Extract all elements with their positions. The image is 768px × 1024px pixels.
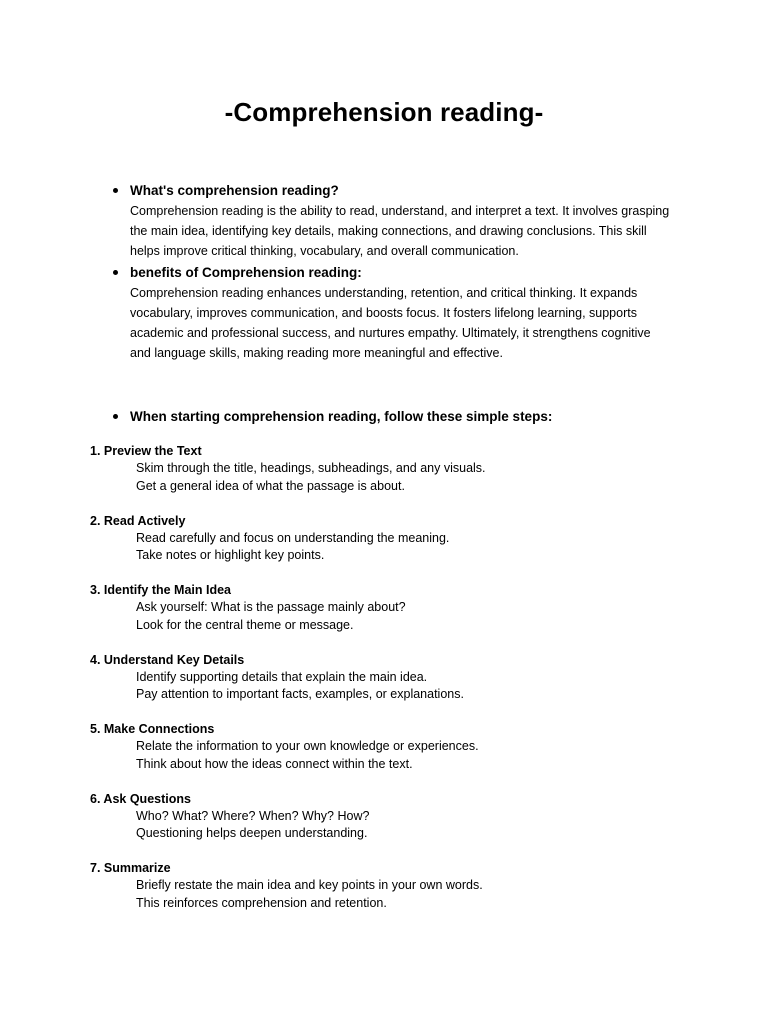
step-title: 6. Ask Questions <box>90 791 191 806</box>
step-title: 7. Summarize <box>90 861 171 875</box>
step-item <box>90 652 690 722</box>
step-item <box>90 582 690 652</box>
bullet-paragraph <box>130 283 690 363</box>
steps-list <box>90 443 690 930</box>
paragraph-line: Comprehension reading is the ability to read, understand, and interpret a text. It involves grasping <box>130 204 670 218</box>
step-item <box>90 860 690 930</box>
step-item <box>90 791 690 861</box>
step-line: Ask yourself: What is the passage mainly about? <box>136 600 406 614</box>
bullet-dot-icon <box>113 414 118 419</box>
step-line: Think about how the ideas connect within the text. <box>136 756 413 771</box>
step-title: 3. Identify the Main Idea <box>90 583 231 597</box>
step-item <box>90 443 690 513</box>
step-line: This reinforces comprehension and retention. <box>136 895 387 910</box>
bullet-heading: What's comprehension reading? <box>130 183 339 198</box>
step-line: Relate the information to your own knowledge or experiences. <box>136 739 479 753</box>
bullet-heading: When starting comprehension reading, follow these simple steps: <box>130 409 553 424</box>
step-line: Briefly restate the main idea and key points in your own words. <box>136 878 483 892</box>
bullet-paragraph <box>130 201 690 261</box>
step-item <box>90 721 690 791</box>
paragraph-line: the main idea, identifying key details, making connections, and drawing conclusions. This skill <box>130 224 647 238</box>
bullet-dot-icon <box>113 270 118 275</box>
paragraph-line: and language skills, making reading more meaningful and effective. <box>130 346 503 360</box>
bullet-heading: benefits of Comprehension reading: <box>130 265 362 280</box>
step-line: Who? What? Where? When? Why? How? <box>136 808 370 823</box>
document-title: -Comprehension reading- <box>224 97 544 127</box>
paragraph-line: helps improve critical thinking, vocabulary, and overall communication. <box>130 244 519 258</box>
step-title: 1. Preview the Text <box>90 444 202 458</box>
step-line: Skim through the title, headings, subheadings, and any visuals. <box>136 461 486 475</box>
bullet-section-benefits <box>130 263 690 363</box>
step-line: Read carefully and focus on understanding the meaning. <box>136 530 450 545</box>
step-line: Get a general idea of what the passage is about. <box>136 478 405 493</box>
paragraph-line: vocabulary, improves communication, and boosts focus. It fosters lifelong learning, supports <box>130 306 637 320</box>
bullet-section-steps-intro <box>130 407 690 426</box>
step-line: Identify supporting details that explain the main idea. <box>136 669 428 684</box>
step-line: Questioning helps deepen understanding. <box>136 826 368 840</box>
step-title: 5. Make Connections <box>90 722 215 736</box>
step-title: 2. Read Actively <box>90 513 186 528</box>
step-line: Take notes or highlight key points. <box>136 548 325 562</box>
step-line: Pay attention to important facts, examples, or explanations. <box>136 687 464 701</box>
step-line: Look for the central theme or message. <box>136 617 354 632</box>
bullet-dot-icon <box>113 188 118 193</box>
paragraph-line: academic and professional success, and nurtures empathy. Ultimately, it strengthens cognitive <box>130 326 651 340</box>
step-title: 4. Understand Key Details <box>90 652 245 667</box>
bullet-section-definition <box>130 181 690 261</box>
step-item <box>90 513 690 583</box>
paragraph-line: Comprehension reading enhances understanding, retention, and critical thinking. It expands <box>130 286 638 300</box>
